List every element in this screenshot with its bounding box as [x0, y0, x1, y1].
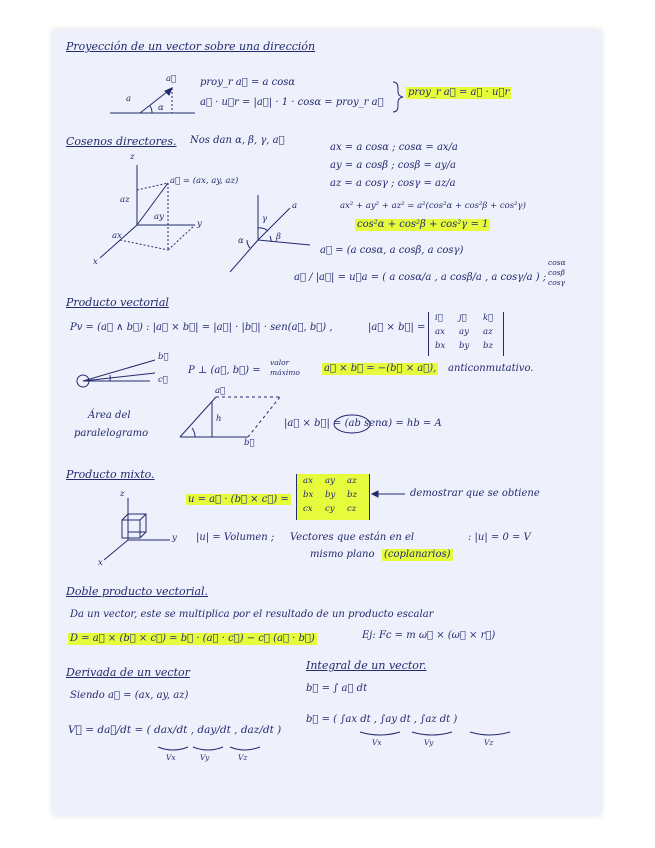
eq-cos-4: ax² + ay² + az² = a²(cos²α + cos²β + cos²γ): [340, 201, 526, 211]
mdet-r2-c2: cz: [347, 504, 357, 514]
cosines-subtitle: Nos dan α, β, γ, a⃗: [190, 135, 285, 146]
axis-y: y: [197, 219, 202, 229]
derivative-eq: V⃗ = da⃗/dt = ( dax/dt , day/dt , daz/dt ): [68, 724, 282, 736]
label-vec-a: a⃗: [166, 74, 177, 84]
label-beta: β: [276, 232, 281, 242]
label-alpha-2: α: [238, 236, 244, 246]
parallelogram-h: h: [216, 414, 222, 424]
det-r1-c2: az: [483, 327, 493, 337]
cross-determinant: [428, 312, 504, 356]
cube-diagram: [104, 498, 170, 560]
vec-a-components: a⃗ = (ax, ay, az): [170, 176, 239, 186]
integral-vx: Vx: [372, 738, 382, 747]
double-product-text: Da un vector, este se multiplica por el resultado de un producto escalar: [70, 609, 434, 620]
double-product-eq: D = a⃗ × (b⃗ × c⃗) = b⃗ · (a⃗ · c⃗) − c⃗ (a⃗ · b⃗): [70, 633, 315, 644]
mixed-eq-text: u = a⃗ · (b⃗ × c⃗) =: [188, 494, 289, 505]
coplanarios-label: (coplanarios): [384, 549, 451, 560]
eq-projection-2: a⃗ · u⃗r = |a⃗| · 1 · cosα = proy_r a⃗: [200, 97, 384, 108]
label-gamma: γ: [262, 214, 268, 224]
eq-cross-1: Pv = (a⃗ ∧ b⃗) : |a⃗ × b⃗| = |a⃗| · |b⃗| · sen(a⃗, b⃗) ,: [70, 322, 333, 333]
anticommutative-label: anticonmutativo.: [448, 363, 534, 374]
label-alpha: α: [158, 103, 164, 113]
axis-x: x: [93, 257, 98, 267]
eq-cos-3: az = a cosγ ; cosγ = az/a: [330, 178, 456, 189]
section-title-double-product: Doble producto vectorial.: [66, 585, 209, 598]
underbrace-int-vz: [470, 732, 510, 735]
mdet-r0-c0: ax: [303, 476, 313, 486]
underbrace-vx: [158, 747, 188, 750]
section-title-cross-product: Producto vectorial: [66, 296, 169, 309]
derivative-vy: Vy: [200, 753, 210, 762]
double-product-example: Ej: Fc = m ω⃗ × (ω⃗ × r⃗): [362, 630, 496, 641]
maximo-label: máximo: [270, 368, 300, 377]
mdet-r0-c1: ay: [325, 476, 335, 486]
mdet-r2-c1: cy: [325, 504, 335, 514]
anticommutative-eq: a⃗ × b⃗ = −(b⃗ × a⃗),: [324, 363, 437, 374]
derivative-vx: Vx: [166, 753, 176, 762]
integral-vy: Vy: [424, 738, 434, 747]
mixed-determinant: [296, 474, 370, 520]
det-r1-c1: ay: [459, 327, 469, 337]
mdet-r1-c2: bz: [347, 490, 357, 500]
volume-label: |u| = Volumen ;: [196, 532, 275, 543]
label-a: a: [126, 94, 132, 104]
underbrace-int-vy: [412, 732, 452, 735]
mixed-eq: [186, 494, 291, 506]
section-title-derivative: Derivada de un vector: [66, 666, 190, 679]
same-plane: mismo plano: [310, 549, 375, 560]
axis-z: z: [130, 152, 135, 162]
mdet-r2-c0: cx: [303, 504, 313, 514]
demo-arrow-head: [372, 491, 378, 497]
det-r2-c1: by: [459, 341, 470, 351]
cos-col-2: cosβ: [548, 268, 565, 277]
derivative-siendo: Siendo a⃗ = (ax, ay, az): [70, 690, 189, 701]
parallelogram-diagram: [180, 397, 280, 437]
valor-label: valor: [270, 358, 290, 367]
angles-diagram: [230, 195, 310, 272]
mdet-r1-c1: by: [325, 490, 336, 500]
eq-cos-1: ax = a cosα ; cosα = ax/a: [330, 142, 458, 153]
demo-note: demostrar que se obtiene: [410, 488, 540, 499]
projection-diagram: [110, 88, 195, 113]
u-zero: : |u| = 0 = V: [468, 532, 531, 543]
eq-cos-identity: cos²α + cos²β + cos²γ = 1: [357, 219, 489, 230]
underbrace-vy: [193, 747, 223, 750]
eq-unit-vector: a⃗ / |a⃗| = u⃗a = ( a cosα/a , a cosβ/a , a cosγ/a ) ;: [294, 272, 547, 283]
area-eq: |a⃗ × b⃗| = (ab senα) = hb = A: [284, 418, 442, 429]
eq-cos-2: ay = a cosβ ; cosβ = ay/a: [330, 160, 456, 171]
section-title-integral: Integral de un vector.: [306, 659, 427, 672]
det-r2-c0: bx: [435, 341, 446, 351]
eq-projection-highlight: proy_r a⃗ = a⃗ · u⃗r: [408, 87, 510, 98]
det-r1-c0: ax: [435, 327, 445, 337]
integral-eq-1: b⃗ = ∫ a⃗ dt: [306, 683, 368, 694]
det-r0-c0: i⃗: [435, 313, 443, 323]
cube-axis-z: z: [120, 489, 125, 499]
label-ax: ax: [112, 231, 122, 241]
cos-col-3: cosγ: [548, 278, 566, 287]
derivative-vz: Vz: [238, 753, 248, 762]
section-title-cosines: Cosenos directores.: [66, 135, 177, 148]
eq-projection-1: proy_r a⃗ = a cosα: [200, 77, 296, 88]
mdet-r1-c0: bx: [303, 490, 314, 500]
section-title-mixed-product: Producto mixto.: [66, 468, 155, 481]
section-title-projection: Proyección de un vector sobre una dirección: [66, 40, 316, 53]
cube-axis-x: x: [98, 558, 103, 568]
parallelogram-b: b⃗: [244, 438, 255, 448]
label-a-2: a: [292, 201, 298, 211]
label-c-arrow: c⃗: [158, 375, 168, 385]
det-r0-c2: k⃗: [483, 313, 494, 323]
area-label-2: paralelogramo: [74, 428, 149, 439]
eq-vec-cos: a⃗ = (a cosα, a cosβ, a cosγ): [320, 245, 464, 256]
mdet-r0-c2: az: [347, 476, 357, 486]
area-label-1: Área del: [88, 410, 131, 421]
label-ay: ay: [154, 212, 164, 222]
cross-product-diagram: [77, 360, 155, 387]
underbrace-vz: [230, 747, 260, 750]
label-az: az: [120, 195, 130, 205]
det-r2-c2: bz: [483, 341, 493, 351]
perp-label: P ⊥ (a⃗, b⃗) =: [188, 365, 261, 376]
coplanar-text: Vectores que están en el: [290, 532, 415, 543]
brace: [393, 82, 403, 112]
integral-eq-2: b⃗ = ( ∫ax dt , ∫ay dt , ∫az dt ): [306, 714, 458, 725]
eq-cross-1b: |a⃗ × b⃗| =: [368, 322, 426, 333]
integral-vz: Vz: [484, 738, 494, 747]
cube-axis-y: y: [172, 533, 177, 543]
label-b-arrow: b⃗: [158, 352, 169, 362]
underbrace-int-vx: [360, 732, 400, 735]
det-r0-c1: j⃗: [459, 313, 467, 323]
cos-col-1: cosα: [548, 258, 566, 267]
parallelogram-a: a⃗: [215, 386, 226, 396]
